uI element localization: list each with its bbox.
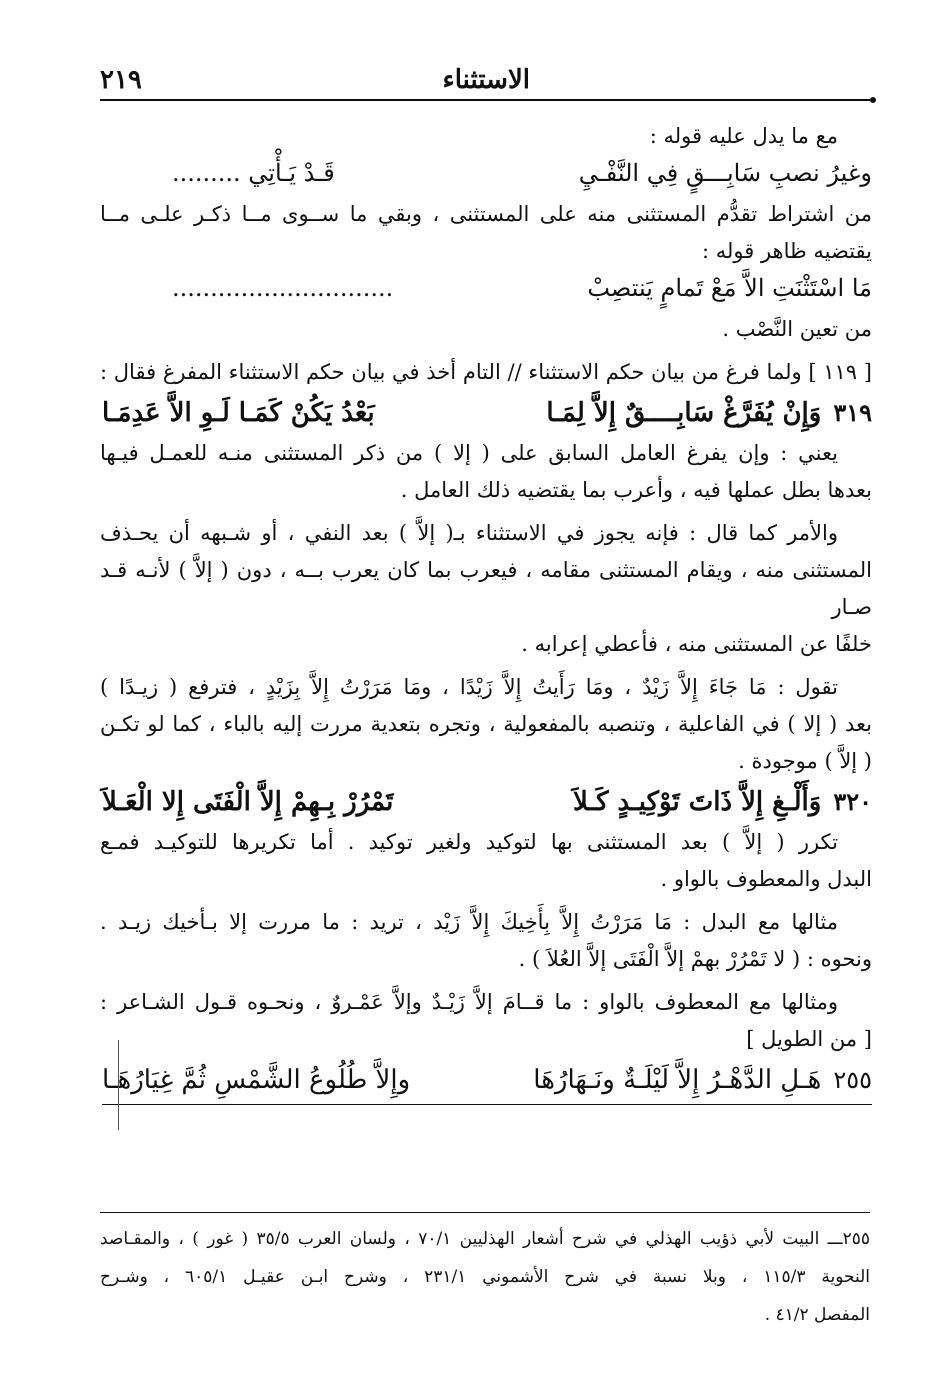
paragraph: يقتضيه ظاهر قوله :: [701, 239, 872, 263]
paragraph: بعدها بطل عملها فيه ، وأعرب بما يقتضيه ذلك العامل .: [400, 478, 872, 502]
verse-first-half: ٣٢٠وَأَلْـغِ إِلاَّ ذَاتَ تَوْكِيـدٍ كَـلاَ: [572, 787, 872, 817]
alfiyya-verse-320: [102, 780, 872, 824]
page-header: [100, 62, 870, 98]
verse-second-half: .............................: [172, 274, 394, 302]
paragraph: خلفًا عن المستثنى منه ، فأعطي إعرابه .: [521, 632, 872, 656]
poem-meter: [ من الطويل ]: [746, 1027, 872, 1051]
verse-first-half: ٢٥٥هَـلِ الدَّهْـرُ إِلاَّ لَيْلَـةٌ ونَـهَارُهَا: [533, 1065, 872, 1095]
footnote-rule: [100, 1212, 870, 1213]
page-number: ٢١٩: [100, 65, 142, 95]
verse-number: ٣٢٠: [833, 787, 872, 816]
verse-quote: [172, 270, 872, 307]
paragraph: ( إلاَّ ) موجودة .: [738, 749, 872, 773]
paragraph: ونحوه : ( لا تَمْرُرْ بهمْ إلاَّ الْفَتَى إلاَّ العُلاَ ) .: [518, 947, 872, 971]
paragraph: ومثالها مع المعطوف بالواو : ما قــامَ إلاَّ زَيْـدٌ وإلاَّ عَمْـروٌ ، ونحـوه قـول الشـاعر :: [100, 990, 838, 1014]
verse-second-half: وإِلاَّ طُلُوعُ الشَّمْسِ ثُمَّ غِيَارُهَـا: [102, 1065, 411, 1095]
footnote-line: النحوية ١١٥/٣ ، وبلا نسبة في شرح الأشموني ٢٣١/١ ، وشرح ابـن عقيـل ٦٠٥/١ ، وشـرح: [100, 1267, 870, 1287]
verse-number: ٢٥٥: [833, 1066, 872, 1094]
paragraph: من تعين النَّصْب .: [722, 317, 872, 341]
verse-first-half: مَا اسْتَثْنَتِ الاَّ مَعْ تَمامٍ يَنتصِبْ: [587, 274, 872, 302]
footnote-line: المفصل ٤١/٢ .: [764, 1305, 870, 1325]
verse-number: ٣١٩: [833, 398, 872, 427]
paragraph: مثالها مع البدل : مَا مَرَرْتُ إِلاَّ بِأَخِيكَ إِلاَّ زَيْد ، تريد : ما مررت إلا بـأخيك زيـد .: [100, 910, 838, 934]
main-text: [100, 118, 872, 1105]
verse-underline: [102, 1104, 872, 1105]
verse-first-half: ٣١٩وَإِنْ يُفَرَّغْ سَابِــــقٌ إِلاَّ لِمَـا: [546, 398, 872, 428]
paragraph: مع ما يدل عليه قوله :: [649, 124, 838, 148]
paragraph: تكرر ( إلاَّ ) بعد المستثنى بها لتوكيد ولغير توكيد . أما تكريرها للتوكيـد فمـع: [100, 830, 838, 854]
verse-quote: [172, 155, 872, 192]
paragraph: المستثنى منه ، ويقام المستثنى مقامه ، فيعرب بما كان يعرب بــه ، دون ( إلاَّ ) لأنـه قـد صـار: [100, 558, 872, 619]
running-title: الاستثناء: [442, 65, 530, 95]
poem-verse-255: [102, 1058, 872, 1102]
verse-second-half: قَـدْ يَـأْتِي .........: [172, 159, 335, 187]
header-rule: [100, 99, 870, 101]
footnotes: [100, 1220, 870, 1334]
verse-second-half: تَمْرُرْ بِـهِمْ إِلاَّ الْفَتَى إِلا الْعَـلاَ: [102, 787, 394, 817]
verse-second-half: بَعْدُ يَكُنْ كَمَـا لَـوِ الاَّ عَدِمَـا: [102, 398, 375, 428]
alfiyya-verse-319: [102, 391, 872, 435]
paragraph: بعد ( إلا ) في الفاعلية ، وتنصبه بالمفعولية ، وتجره بتعدية مررت إليه بالباء ، كما لو تكـن: [100, 712, 872, 736]
paragraph: يعني : وإن يفرغ العامل السابق على ( إلا ) من ذكر المستثنى منـه للعمـل فيـها: [100, 441, 838, 465]
paragraph: من اشتراط تقدُّم المستثنى منه على المستثنى ، وبقي ما ســوى مــا ذكـر علـى مــا: [100, 202, 872, 226]
section-marker-paragraph: [ ١١٩ ] ولما فرغ من بيان حكم الاستثناء // التام أخذ في بيان حكم الاستثناء المفرغ فقال :: [100, 360, 872, 384]
footnote-line: ٢٥٥ـــ البيت لأبي ذؤيب الهذلي في شرح أشعار الهذليين ٧٠/١ ، ولسان العرب ٣٥/٥ ( غور ) ، والمقـاصد: [100, 1229, 870, 1249]
paragraph: والأمر كما قال : فإنه يجوز في الاستثناء بـ( إلاَّ ) بعد النفي ، أو شـبهه أن يحـذف: [100, 521, 838, 545]
paragraph: البدل والمعطوف بالواو .: [660, 867, 872, 891]
margin-mark: [118, 1040, 119, 1130]
verse-first-half: وغيرُ نصبِ سَابِـــقٍ فِي النَّفْـيِ: [578, 159, 872, 187]
paragraph: تقول : مَا جَاءَ إِلاَّ زَيْدٌ ، ومَا رَأَيتُ إِلاَّ زَيْدًا ، ومَا مَرَرْتُ إِلاَّ بِزَيْدٍ ، فترفع ( زيـدًا ): [100, 675, 839, 699]
